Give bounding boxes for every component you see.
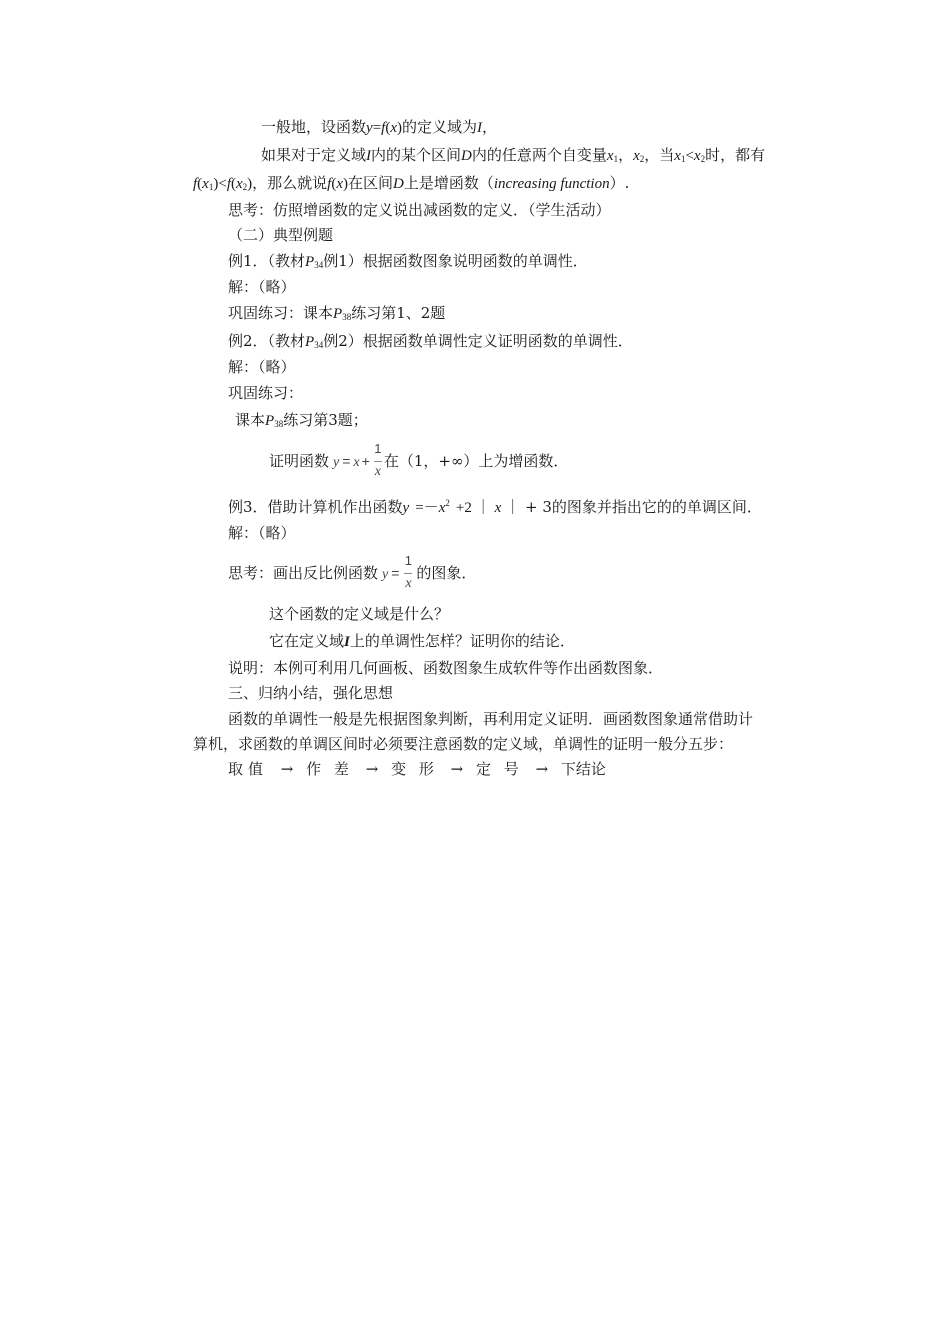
text: 在（1，+∞）上为增函数． (383, 452, 569, 470)
subscript: 2 (639, 154, 645, 164)
text: 时，都有 (705, 146, 766, 164)
note: 说明：本例可利用几何画板、函数图象生成软件等作出函数图象． (228, 659, 664, 677)
math-P: P (305, 334, 315, 350)
practice-1 (228, 303, 445, 324)
math-paren: ) (247, 176, 253, 192)
step: 下结论 (560, 760, 606, 778)
math-x: x (633, 148, 640, 164)
math-I: I (477, 120, 483, 136)
step: 取值 (228, 760, 269, 778)
summary-line-1: 函数的单调性一般是先根据图象判断，再利用定义证明．画函数图象通常借助计 (228, 710, 754, 728)
text: ｜ + 3的图象并指出它的的单调区间． (505, 498, 762, 516)
math-f: f (381, 120, 386, 136)
math-paren: ) (213, 176, 219, 192)
think-decreasing: 思考：仿照增函数的定义说出减函数的定义．（学生活动） (228, 201, 611, 219)
subscript: 34 (314, 260, 324, 270)
numerator: 1 (374, 441, 382, 456)
math-x: x (390, 120, 397, 136)
math-lt: < (218, 176, 227, 192)
subscript: 1 (208, 182, 214, 192)
text: 课本 (235, 411, 266, 429)
arrow: → (535, 760, 549, 778)
question-monotonicity (269, 631, 575, 652)
math-paren: ( (331, 176, 337, 192)
text: 例3．借助计算机作出函数 (228, 498, 403, 516)
math-paren: ( (385, 120, 391, 136)
math-y: y (333, 455, 340, 470)
subscript: 38 (274, 419, 284, 429)
math-f: f (193, 176, 198, 192)
example-2 (228, 331, 633, 352)
math-f: f (226, 176, 231, 192)
definition-condition (261, 145, 765, 166)
prove-increasing (269, 440, 568, 482)
math-x: x (336, 176, 344, 192)
math-P: P (265, 413, 275, 429)
math-eq: = (342, 453, 351, 469)
text: 在区间 (348, 174, 394, 192)
definition-intro (261, 117, 497, 138)
math-x: x (494, 500, 502, 516)
math-I: I (344, 634, 350, 650)
text: 内的任意两个自变量 (471, 146, 607, 164)
math-lt: < (685, 148, 694, 164)
numerator: 1 (404, 553, 413, 568)
text: 例1．（教材 (228, 252, 306, 270)
fraction (372, 441, 384, 483)
text: 例1）根据函数图象说明函数的单调性． (323, 252, 588, 270)
math-f: f (327, 176, 332, 192)
math-paren: ( (230, 176, 236, 192)
text: 的定义域为 (402, 118, 478, 136)
fraction-bar (404, 573, 412, 574)
english-term: increasing function (493, 176, 610, 192)
math-x: x (693, 148, 701, 164)
text: ）. (609, 174, 630, 192)
arrow: → (280, 760, 294, 778)
math-x: x (606, 148, 614, 164)
denominator: x (374, 464, 381, 479)
section-typical-examples: （二）典型例题 (228, 226, 334, 244)
solution-2: 解：（略） (228, 358, 296, 376)
denominator: x (405, 576, 412, 591)
math-x: x (235, 176, 243, 192)
text: 例2）根据函数单调性定义证明函数的单调性． (323, 332, 633, 350)
text: 的图象． (416, 564, 477, 582)
math-paren: ) (397, 120, 402, 136)
math-plus: + (361, 453, 370, 469)
subscript: 2 (700, 154, 706, 164)
practice-2-item (235, 410, 368, 431)
text: ， (482, 118, 498, 136)
proof-steps (228, 759, 606, 779)
example-1 (228, 251, 588, 272)
text: ，那么就说 (252, 174, 328, 192)
text: 证明函数 (269, 452, 330, 470)
text: ， (618, 146, 634, 164)
math-term: +2 ｜ (455, 500, 491, 516)
math-x: x (674, 148, 681, 164)
subscript: 34 (314, 340, 324, 350)
text: 例2．（教材 (228, 332, 306, 350)
math-I: I (366, 148, 372, 164)
math-P: P (333, 306, 343, 322)
step: 定 号 (476, 760, 523, 778)
text: 练习第1、2题 (351, 304, 446, 322)
text: 思考：画出反比例函数 (228, 564, 379, 582)
math-x: x (438, 500, 446, 516)
fraction-bar (374, 461, 382, 462)
subscript: 38 (342, 312, 352, 322)
step: 变 形 (391, 760, 438, 778)
math-paren: ( (197, 176, 203, 192)
math-D: D (461, 148, 472, 164)
definition-conclusion (193, 173, 629, 194)
text: 上的单调性怎样？证明你的结论． (349, 632, 575, 650)
think-inverse (228, 552, 476, 594)
math-y: y (366, 120, 373, 136)
math-x: x (353, 455, 360, 470)
example-3 (228, 497, 762, 518)
solution-1: 解：（略） (228, 278, 296, 296)
math-y: y (402, 500, 410, 516)
section-summary: 三、归纳小结，强化思想 (228, 684, 394, 702)
question-domain: 这个函数的定义域是什么？ (269, 605, 450, 623)
solution-3: 解：（略） (228, 524, 296, 542)
text: 一般地，设函数 (261, 118, 367, 136)
practice-2: 巩固练习： (228, 384, 304, 402)
math-paren: ) (343, 176, 349, 192)
text: 如果对于定义域 (261, 146, 367, 164)
text: 练习第3题； (283, 411, 368, 429)
summary-line-2: 算机，求函数的单调区间时必须要注意函数的定义域，单调性的证明一般分五步： (193, 735, 734, 753)
math-eq: =－ (415, 500, 439, 516)
fraction (402, 553, 414, 595)
text: 它在定义域 (269, 632, 345, 650)
subscript: 2 (242, 182, 248, 192)
subscript: 1 (680, 154, 686, 164)
math-x: x (202, 176, 209, 192)
text: 巩固练习：课本 (228, 304, 334, 322)
text: 上是增函数（ (403, 174, 494, 192)
superscript: 2 (445, 498, 450, 508)
math-eq: = (391, 565, 400, 581)
math-P: P (305, 254, 315, 270)
math-y: y (382, 567, 389, 582)
arrow: → (450, 760, 464, 778)
arrow: → (365, 760, 379, 778)
subscript: 1 (613, 154, 619, 164)
text: ，当 (644, 146, 675, 164)
math-eq: = (372, 120, 382, 136)
text: 内的某个区间 (371, 146, 462, 164)
step: 作 差 (306, 760, 353, 778)
math-D: D (393, 176, 404, 192)
